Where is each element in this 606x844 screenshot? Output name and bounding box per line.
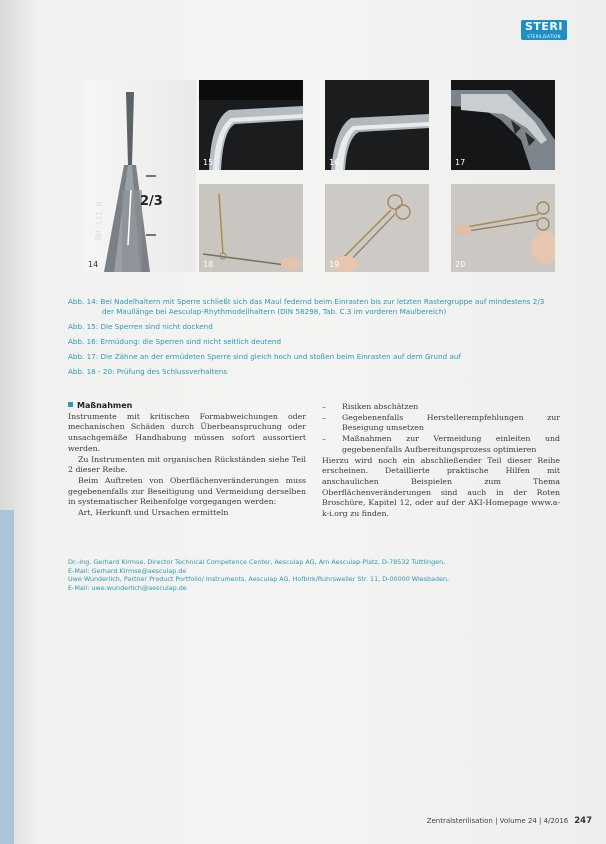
needle-holder-illustration [84, 80, 196, 272]
figure-label: 15 [203, 158, 214, 167]
paragraph: Art, Herkunft und Ursachen ermitteln [78, 508, 229, 518]
logo-subtext: STERILISATION [527, 34, 561, 39]
figure-label: 17 [455, 158, 466, 167]
caption-14b: der Maullänge bei Aesculap-Rhythmodellhaltern (DIN 58298, Tab. C.3 im vorderen Maulbereich) [102, 307, 447, 316]
caption-14a: Abb. 14: Bei Nadelhaltern mit Sperre schließt sich das Maul federnd beim Einrasten bis zur letzten Rastergruppe auf mindestens 2/3 [68, 297, 545, 306]
list-item: – Risiken abschätzen [322, 402, 419, 411]
figure-15 [199, 80, 303, 170]
author-line: Uwe Wunderlich, Partner Product Portfolio/ Instruments, Aesculap AG, Hofbirk/Ruhrsweiler Str. 11, D-00000 Wiesbaden, [68, 575, 450, 584]
caption-18-20: Abb. 18 - 20: Prüfung des Schlussverhaltens [68, 367, 228, 376]
journal-info: Zentralsterilisation | Volume 24 | 4/2016 [426, 817, 569, 825]
author-line: Dr.-Ing. Gerhard Kirmse, Director Technical Competence Center, Aesculap AG, Am Aesculap-Platz, D-78532 Tuttlingen, [68, 558, 446, 566]
page-footer [427, 816, 592, 826]
paragraph: Instrumente mit kritischen Formabweichungen oder mechanischen Schäden durch Überbeanspruchung oder unsachgemäße Handhabung müssen sofort aussortiert werden. [68, 411, 306, 453]
caption-17: Abb. 17: Die Zähne an der ermüdeten Sperre sind gleich hoch und stoßen beim Einrasten auf dem Grund auf [68, 352, 461, 361]
left-column [68, 401, 306, 519]
figure-label: 20 [455, 260, 466, 269]
author-info [68, 558, 449, 593]
figure-19 [325, 184, 429, 272]
engraving-text: BH 131 R [94, 201, 105, 241]
figure-label: 19 [329, 260, 340, 269]
figure-18 [199, 184, 303, 272]
page-number: 247 [574, 816, 592, 826]
section-heading: Maßnahmen [68, 401, 306, 412]
paragraph: Zu Instrumenten mit organischen Rückständen siehe Teil 2 dieser Reihe. [68, 454, 306, 475]
figure-label: 16 [329, 158, 340, 167]
figure-16 [325, 80, 429, 170]
logo-text: STERI [524, 20, 563, 33]
author-email: E-Mail: uwe.wunderlich@aesculap.de [68, 584, 187, 593]
list-item: – Maßnahmen zur Vermeidung einleiten und gegebenenfalls Aufbereitungsprozess optimieren [322, 434, 560, 454]
author-email: E-Mail: Gerhard.Kirmse@aesculap.de [68, 566, 187, 575]
figure-14 [84, 80, 196, 272]
list-item: – Gegebenenfalls Herstellerempfehlungen zur Beseigung umsetzen [322, 412, 560, 433]
caption-15: Abb. 15: Die Sperren sind nicht dockend [68, 322, 213, 331]
caption-16: Abb. 16: Ermüdung: die Sperren sind nicht seitlich deutend [68, 337, 282, 346]
figure-label: 18 [203, 260, 214, 269]
figure-label: 14 [88, 260, 99, 269]
margin-band [0, 510, 14, 844]
square-bullet-icon [68, 402, 73, 407]
paragraph: Hierzu wird noch ein abschließender Teil dieser Reihe erscheinen. Detaillierte praktische Hilfen mit anschaulichen Beispielen zum Thema Oberflächenveränderungen sind auch in der Roten Broschüre, Kapitel 12, oder auf der AKI-Homepage www.a-k-i.org zu finden. [322, 455, 560, 519]
journal-logo [521, 20, 567, 40]
figure-17 [451, 80, 555, 170]
figure-20 [451, 184, 555, 272]
paragraph: Beim Auftreten von Oberflächenveränderungen muss gegebenenfalls zur Beseitigung und Vermeidung derselben in systematischer Reihenfolge vorgegangen werden: [68, 475, 306, 507]
right-column [322, 402, 560, 520]
proportion-mark: 2/3 [140, 194, 163, 209]
